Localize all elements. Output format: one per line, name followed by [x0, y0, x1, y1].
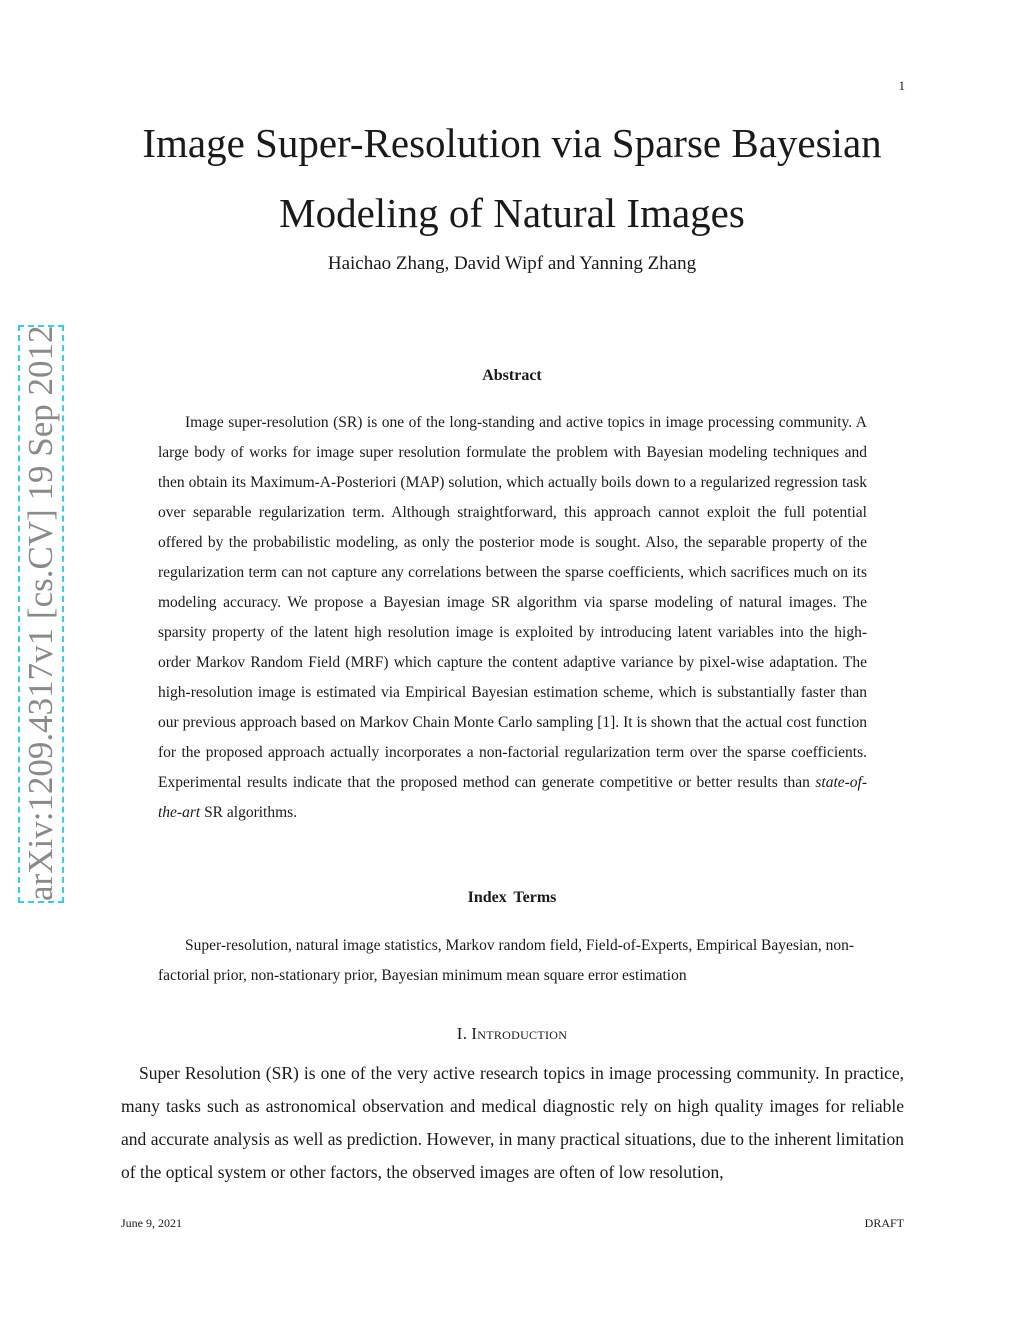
- author-list: Haichao Zhang, David Wipf and Yanning Zhang: [327, 253, 697, 274]
- footer-date: June 9, 2021: [121, 1216, 182, 1230]
- index-terms-heading: Index Terms: [467, 889, 557, 906]
- intro-paragraph: Super Resolution (SR) is one of the very active research topics in image processing community. In practice, many tasks such as astronomical observation and medical diagnostic rely on high quality images for reliable and accurate analysis as well as prediction. However, in many practical situations, due to the inherent limitation of the optical system or other factors, the observed images are often of low resolution,: [121, 1063, 904, 1182]
- section-number: I.: [456, 1024, 468, 1043]
- section-title: Introduction: [471, 1024, 568, 1043]
- title-line-2: Modeling of Natural Images: [279, 190, 745, 236]
- abstract-heading: Abstract: [482, 367, 542, 384]
- arxiv-identifier[interactable]: arXiv:1209.4317v1 [cs.CV] 19 Sep 2012: [21, 325, 60, 901]
- abstract-italic: state-of-the-art: [158, 774, 868, 821]
- section-heading: [0, 1024, 1024, 1044]
- index-terms-text: Super-resolution, natural image statistics, Markov random field, Field-of-Experts, Empirical Bayesian, non-factorial prior, non-stationary prior, Bayesian minimum mean square error estimation: [158, 937, 855, 984]
- paper-title: [0, 108, 1024, 248]
- page-number: 1: [898, 78, 905, 93]
- abstract-main: Image super-resolution (SR) is one of the long-standing and active topics in image processing community. A large body of works for image super resolution formulate the problem with Bayesian modeling techniques and then obtain its Maximum-A-Posteriori (MAP) solution, which actually boils down to a regularized regression task over separable regularization term. Although straightforward, this approach cannot exploit the full potential offered by the probabilistic modeling, as only the posterior mode is sought. Also, the separable property of the regularization term can not capture any correlations between the sparse coefficients, which sacrifices much on its modeling accuracy. We propose a Bayesian image SR algorithm via sparse modeling of natural images. The sparsity property of the latent high resolution image is exploited by introducing latent variables into the high-order Markov Random Field (MRF) which capture the content adaptive variance by pixel-wise adaptation. The high-resolution image is estimated via Empirical Bayesian estimation scheme, which is substantially faster than our previous approach based on Markov Chain Monte Carlo sampling [1]. It is shown that the actual cost function for the proposed approach actually incorporates a non-factorial regularization term over the sparse coefficients. Experimental results indicate that the proposed method can generate competitive or better results than: [158, 414, 867, 791]
- title-line-1: Image Super-Resolution via Sparse Bayesian: [142, 120, 882, 166]
- footer-status: DRAFT: [864, 1216, 904, 1230]
- abstract-end: SR algorithms.: [200, 804, 298, 821]
- abstract-text: [158, 408, 867, 828]
